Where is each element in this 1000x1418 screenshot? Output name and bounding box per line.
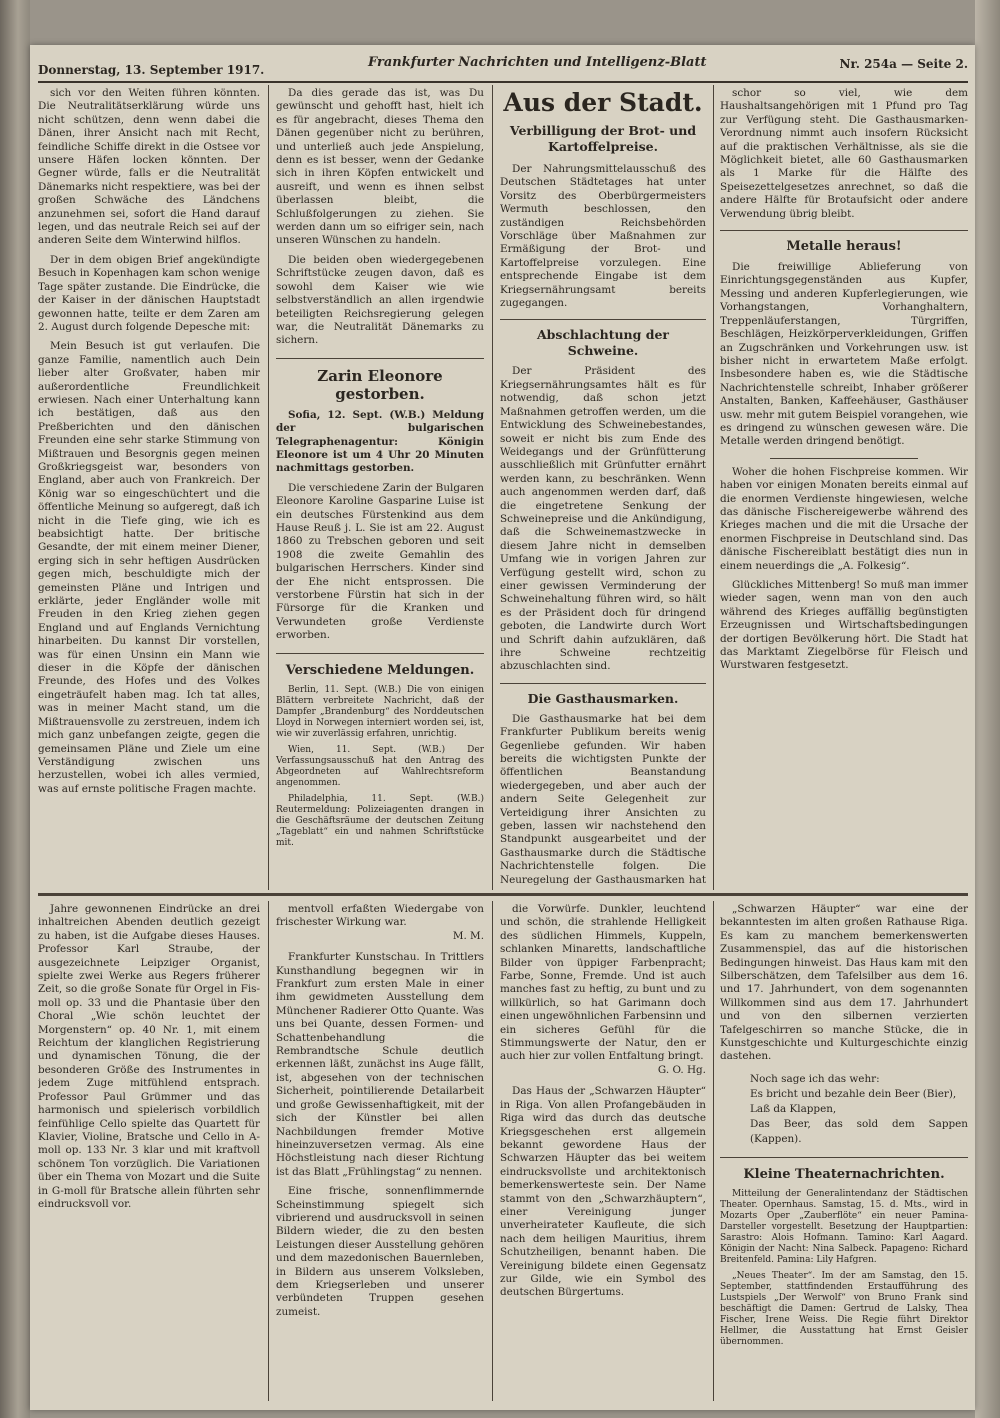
column-rule [713, 901, 714, 1401]
column-rule [492, 85, 493, 890]
obituary-dateline: Sofia, 12. Sept. (W.B.) Meldung der bulgarischen Telegraphenagentur: Königin Eleonore ist um 4 Uhr 20 Minuten nachmittags gestorben. [276, 408, 484, 475]
news-item: Philadelphia, 11. Sept. (W.B.) Reutermeldung: Polizeiagenten drangen in die Geschäftsräume der deutschen Zeitung „Tageblatt“ ein und nahmen Schriftstücke mit. [276, 793, 484, 848]
masthead: Frankfurter Nachrichten und Intelligenz-Blatt [368, 55, 707, 70]
article-paragraph: Der Nahrungsmittelausschuß des Deutschen Städtetages hat unter Vorsitz des Oberbürgermeisters Wermuth beschlossen, den zuständigen Reichsbehörden Vorschläge über Maßnahmen zur Ermäßigung der Brot- und Kartoffelpreise vorzulegen. Eine entsprechende Eingabe ist dem Kriegsernährungsamt bereits zugegangen. [500, 163, 706, 310]
article-paragraph: die Vorwürfe. Dunkler, leuchtend und schön, die strahlende Helligkeit des südlichen Himmels, Kuppeln, schlanken Minaretts, landschaftliche Bilder von üppiger Farbenpracht; Farbe, Sonne, Fremde. Und ist auch manches fast zu heftig, zu bunt und zu willkürlich, so hat Garimann doch einen ungewöhnlichen Farbensinn und ein sicheres Gefühl für die Stimmungswerte der Natur, den er auch hier zur vollen Entfaltung bringt. [500, 903, 706, 1063]
column-2 [276, 87, 484, 887]
article-divider [276, 653, 484, 654]
article-paragraph: Die freiwillige Ablieferung von Einrichtungsgegenständen aus Kupfer, Messing und anderen Kupferlegierungen, wie Vorhangstangen, Vorhanghaltern, Treppenläuferstangen, Türgriffen, Beschlägen, Heizkörperverkleidungen, Griffen an Zugschränken und Vorkehrungen usw. ist bisher nicht in erwartetem Maße erfolgt. Insbesondere haben es, wie die Städtische Nachrichtenstelle schreibt, Inhaber größerer Anstalten, Banken, Kaffeehäuser, Gasthäuser usw. mehr mit gutem Beispiel vorangehen, wie es dringend zu wünschen gewesen wäre. Die Metalle werden dringend benötigt. [720, 261, 968, 448]
article-divider [720, 1157, 968, 1158]
article-divider [276, 358, 484, 359]
article-paragraph: Mein Besuch ist gut verlaufen. Die ganze Familie, namentlich auch Dein lieber alter Großvater, haben mir außerordentliche Freundlichkeit erwiesen. Nach einer Unterhaltung kann ich bestätigen, daß aus den Preßberichten und den dänischen Freunden eine sehr starke Stimmung von Mißtrauen und Besorgnis gegen meinen Großkriegsgeist war, besonders von England, aber auch von Frankreich. Der König war so eingeschüchtert und die öffentliche Meinung so aufgeregt, daß ich nicht in die Tiefe ging, wie ich es beabsichtigt hatte. Der britische Gesandte, der mit einem meiner Diener, erging sich in sehr heftigen Ausdrücken gegen mich, beschuldigte mich der gemeinsten Pläne und Intrigen und erklärte, jeder Engländer wolle mit Freuden in den Krieg ziehen gegen England und auf Englands Vernichtung hinarbeiten. Du kannst Dir vorstellen, was für einen Unsinn ein Mann wie dieser in die Köpfe der dänischen Freunde, des Hofes und des Volkes eingeträufelt haben mag. Ich tat alles, was in meiner Macht stand, um die Mißtrauensvolle zu zerstreuen, indem ich mich ganz unbefangen zeigte, gegen die gemeinsamen Pläne und Ziele um eine Verständigung zwischen uns herzustellen, wobei ich alles vermied, was auf ernste politische Fragen machte. [38, 340, 260, 795]
article-paragraph: Frankfurter Kunstschau. In Trittlers Kunsthandlung begegnen wir in Frankfurt zum ersten Male in einer ihm gewidmeten Ausstellung dem Münchener Radierer Otto Quante. Was uns bei Quante, dessen Formen- und Schattenbehandlung die Rembrandtsche Schule deutlich erkennen läßt, zunächst ins Auge fällt, ist, abgesehen von der technischen Sicherheit, pointilierende Detailarbeit und große Gewissenhaftigkeit, mit der sich der Künstler bei allen Nachbildungen fremder Motive hineinzuversetzen vermag. Als eine Höchstleistung nach dieser Richtung ist das Blatt „Frühlingstag“ zu nennen. [276, 951, 484, 1178]
obituary-title: Zarin Eleonore gestorben. [317, 366, 443, 403]
book-binding [0, 0, 30, 1418]
news-item: Wien, 11. Sept. (W.B.) Der Verfassungsausschuß hat den Antrag des Abgeordneten auf Wahlrechtsreform angenommen. [276, 744, 484, 788]
section-divider [38, 893, 968, 896]
feuilleton-column-1 [38, 903, 260, 1401]
article-paragraph: Die beiden oben wiedergegebenen Schriftstücke zeugen davon, daß es sowohl dem Kaiser wie wie selbstverständlich an allen irgendwie beteiligten Reichsregierung gelegen war, die Neutralität Dänemarks zu sichern. [276, 253, 484, 347]
column-rule [492, 901, 493, 1401]
article-title: Die Gasthausmarken. [527, 690, 679, 706]
article-divider [500, 319, 706, 320]
author-signature: G. O. Hg. [657, 1063, 706, 1076]
column-rule [268, 85, 269, 890]
article-title: Kleine Theaternachrichten. [743, 1166, 945, 1182]
article-paragraph: mentvoll erfaßten Wiedergabe von frischester Wirkung war. [276, 903, 484, 929]
article-paragraph: Der in dem obigen Brief angekündigte Besuch in Kopenhagen kam schon wenige Tage später zustande. Die Eindrücke, die der Kaiser in der dänischen Hauptstadt gewonnen hatte, teilte er dem Zaren am 2. August durch folgende Depesche mit: [38, 253, 260, 333]
article-paragraph: Eine frische, sonnenflimmernde Scheinstimmung spiegelt sich vibrierend und ausdrucksvoll in seinen Bildern wieder, die zu den besten Leistungen dieser Ausstellung gehören und dem mazedonischen Bauernleben, in Bildern aus unserem Volksleben, dem Kriegserleben und unserer verbündeten Truppen gesehen zumeist. [276, 1185, 484, 1318]
theater-note: Mitteilung der Generalintendanz der Städtischen Theater. Opernhaus. Samstag, 15. d. Mts., wird in Mozarts Oper „Zauberflöte“ ein neuer Pamina-Darsteller vorgestellt. Besetzung der Hauptpartien: Sarastro: Alois Hofmann. Tamino: Karl Aagard. Königin der Nacht: Nina Salbeck. Papageno: Richard Breitenfeld. Pamina: Lily Hafgren. [720, 1188, 968, 1265]
verse-line: Noch sage ich das wehr: [750, 1072, 880, 1085]
feuilleton-column-2 [276, 903, 484, 1401]
article-paragraph: schor so viel, wie dem Haushaltsangehörigen mit 1 Pfund pro Tag zur Verfügung steht. Die Gasthausmarken-Verordnung nimmt auch insofern Rücksicht auf die praktischen Verhältnisse, als sie die Möglichkeit bietet, alle 60 Gasthausmarken als 1 Marke für die Hälfte des Speisezettelgesetzes anrechnet, so daß die andere Hälfte für Brotaufsicht oder andere Verwendung übrig bleibt. [720, 87, 968, 220]
article-title: Metalle heraus! [786, 239, 902, 255]
verse-line: Es bricht und bezahle dein Beer (Bier), [750, 1087, 957, 1100]
article-title: Abschlachtung der Schweine. [536, 327, 670, 359]
article-paragraph: Glückliches Mittenberg! So muß man immer wieder sagen, wenn man von den auch während des Krieges auffällig begünstigten Erzeugnissen und Wirtschaftsbedingungen der dortigen Bevölkerung hört. Die Stadt hat das Marktamt Ziegelbörse für Fleisch und Wurstwaren festgesetzt. [720, 579, 968, 672]
column-rule [268, 901, 269, 1401]
column-4 [720, 87, 968, 887]
article-paragraph: Da dies gerade das ist, was Du gewünscht und gehofft hast, hielt ich es für angebracht, dieses Thema den Dänen gegenüber nicht zu berühren, und unterließ auch jede Anspielung, denn es ist besser, wenn der Gedanke sich in ihren Köpfen entwickelt und ausreift, und wenn es ihnen selbst überlassen bleibt, die Schlußfolgerungen zu ziehen. Sie werden dann um so eifriger sein, nach unseren Wünschen zu handeln. [276, 87, 484, 247]
obituary-body: Die verschiedene Zarin der Bulgaren Eleonore Karoline Gasparine Luise ist ein deutsches Fürstenkind aus dem Hause Reuß j. L. Sie ist am 22. August 1860 zu Trebschen geboren und seit 1908 die zweite Gemahlin des bulgarischen Herrschers. Kinder sind der Ehe nicht entsprossen. Die verstorbene Fürstin hat sich in der Fürsorge für die Kranken und Verwundeten große Verdienste erworben. [276, 481, 484, 642]
article-paragraph: Jahre gewonnenen Eindrücke an drei inhaltreichen Abenden deutlich gezeigt zu haben, ist die Aufgabe dieses Hauses. Professor Karl Straube, der ausgezeichnete Leipziger Organist, spielte zwei Werke aus Regers früherer Zeit, so die große Sonate für Orgel in Fis-moll op. 33 und die Phantasie über den Choral „Wie schön leuchtet der Morgenstern“ op. 40 Nr. 1, mit einem Reichtum der klanglichen Registrierung und dynamischen Tönung, die der besonderen Größe des Instrumentes in jedem Zuge mitfühlend entsprach. Professor Paul Grümmer und das harmonisch und spielerisch vorbildlich feinfühlige Cello spielte das Quartett für Klavier, Violine, Bratsche und Cello in A-moll op. 133 Nr. 3 klar und mit kraftvoll schönem Ton vorzüglich. Die Variationen über ein Thema von Mozart und die Suite in G-moll für Bratsche allein führten sehr eindrucksvoll vor. [38, 903, 260, 1210]
news-item: Berlin, 11. Sept. (W.B.) Die von einigen Blättern verbreitete Nachricht, daß der Dampfer „Brandenburg“ des Norddeutschen Lloyd in Norwegen interniert worden sei, ist, wie wir zuverlässig erfahren, unrichtig. [276, 684, 484, 739]
article-paragraph: sich vor den Weiten führen könnten. Die Neutralitätserklärung würde uns nicht schützen, denn wenn dabei die Dänen, ihrer Ansicht nach mit Recht, feindliche Schiffe direkt in die Ostsee vor unsere Häfen locken könnten. Der Gegner würde, falls er die Neutralität Dänemarks nicht respektiere, was bei der großen Schwäche des Ländchens anzunehmen sei, sofort die Hand darauf legen, und das neutrale Reich sei auf der anderen Seite dem Winterwind hilflos. [38, 87, 260, 247]
article-paragraph: Der Präsident des Kriegsernährungsamtes hält es für notwendig, daß schon jetzt Maßnahmen getroffen werden, um die Entwicklung des Schweinebestandes, soweit er nicht bis zum Ende des Weidegangs und der Grünfütterung ausschließlich mit Grünfutter ernährt werden kann, zu beschränken. Wenn auch angenommen werden darf, daß die eingetretene Senkung der Schweinepreise und die Ankündigung, daß die Schweinemastzwecke in diesem Jahre nicht in demselben Umfang wie in vorigen Jahren zur Verfügung gestellt wird, schon zu einer gewissen Verminderung der Schweinehaltung führen wird, so hält es der Präsident doch für dringend geboten, die Landwirte durch Wort und Schrift dahin aufzuklären, daß ihre Schweine rechtzeitig abzuschlachten sind. [500, 365, 706, 673]
feuilleton-column-4 [720, 903, 968, 1401]
article-paragraph: „Schwarzen Häupter“ war eine der bekanntesten im alten großen Rathause Riga. Es kam zu manchem bemerkenswerten Zusammenspiel, das auf die historischen Bedingungen hinweist. Das Haus kam mit den Silberschätzen, dem Tafelsilber aus dem 16. und 17. Jahrhundert, von dem sogenannten Willkommen sind aus dem 17. Jahrhundert und von den silbernen verzierten Tafelgeschirren so manche Stücke, die in Kunstgeschichte und Kulturgeschichte einzig dastehen. [720, 903, 968, 1063]
theater-note: „Neues Theater“. Im der am Samstag, den 15. September, stattfindenden Erstaufführung des Lustspiels „Der Werwolf“ von Bruno Frank sind beschäftigt die Damen: Gertrud de Lalsky, Thea Fischer, Irene Weiss. Die Regie führt Direktor Hellmer, die Ausstattung hat Ernst Geisler übernommen. [720, 1270, 968, 1347]
issue-date: Donnerstag, 13. September 1917. [38, 63, 265, 77]
news-title: Verschiedene Meldungen. [285, 662, 475, 678]
page-header [38, 55, 968, 83]
verse-block [750, 1072, 968, 1147]
article-divider [770, 458, 919, 459]
article-paragraph: Woher die hohen Fischpreise kommen. Wir haben vor einigen Monaten bereits einmal auf die enormen Verdienste hingewiesen, welche das dänische Fischereigewerbe während des Krieges machen und die mit die Ursache der enormen Fischpreise in Deutschland sind. Das dänische Fischereiblatt bestätigt dies nun in einem neuerdings die „A. Folkesig“. [720, 465, 968, 572]
article-paragraph: Das Haus der „Schwarzen Häupter“ in Riga. Von allen Profangebäuden in Riga wird das durch das deutsche Kriegsgeschehen erst allgemein bekannt gewordene Haus der Schwarzen Häupter das bei weitem eindrucksvollste und architektonisch bemerkenswerteste sein. Der Name stammt von den „Schwarzhäuptern“, einer Vereinigung junger unverheirateter Kaufleute, die sich nach dem heiligen Mauritius, ihrem Schutzheiligen, benannt haben. Die Vereinigung bildete einen Gegensatz zur Gilde, wie ein Symbol des deutschen Bürgertums. [500, 1085, 706, 1299]
verse-line: Laß da Klappen, [750, 1102, 837, 1115]
article-divider [720, 230, 968, 231]
page-edge [975, 0, 1000, 1418]
column-rule [713, 85, 714, 890]
feuilleton-column-3 [500, 903, 706, 1401]
verse-line: Das Beer, das sold dem Sappen (Kappen). [750, 1117, 968, 1145]
newspaper-page [30, 45, 975, 1410]
article-title: Verbilligung der Brot- und Kartoffelpreise. [509, 123, 697, 154]
section-title: Aus der Stadt. [503, 88, 703, 117]
column-1 [38, 87, 260, 887]
article-paragraph: Die Gasthausmarke hat bei dem Frankfurter Publikum bereits wenig Gegenliebe gefunden. Wir haben bereits die wichtigsten Punkte der öffentlichen Beanstandung wiedergegeben, und aber auch der andern Seite Gelegenheit zur Verteidigung ihrer Ansichten zu geben, lassen wir nachstehend den Standpunkt ausgearbeitet und der Gasthausmarke durch die Städtische Nachrichtenstelle folgen. Die Neuregelung der Gasthausmarken hat [500, 712, 706, 886]
author-signature: M. M. [452, 929, 484, 942]
article-divider [500, 683, 706, 684]
column-3 [500, 87, 706, 887]
page-number: Nr. 254a — Seite 2. [839, 57, 968, 71]
